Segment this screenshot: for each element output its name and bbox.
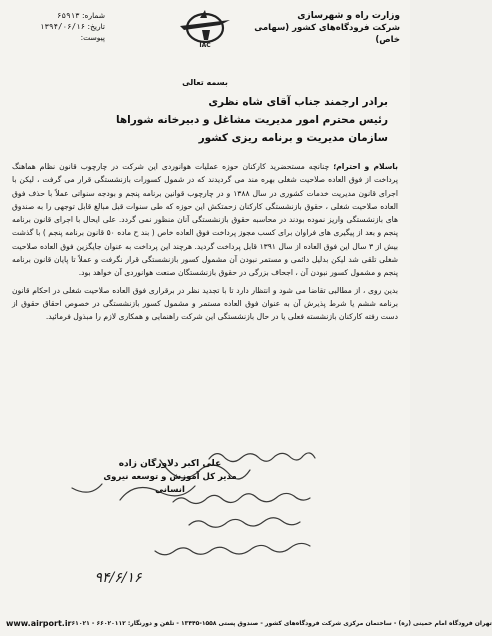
- addressee-block: [88, 93, 388, 147]
- company-name: شرکت فرودگاه‌های کشور (سهامی خاص): [254, 23, 400, 45]
- letter-footer: [6, 616, 492, 630]
- footer-address: تهران فرودگاه امام خمینی (ره) - ساختمان مرکزی شرکت فرودگاه‌های کشور - صندوق پستی ۱۵۵۸-۱۳۴۴۵ - تلفن و دورنگار: ۶۶۰۲۰۱۱۲ - ۶۱۰۲۱: [71, 619, 492, 627]
- body-paragraph-1: [12, 160, 398, 280]
- logo-text: IAC: [199, 42, 211, 49]
- addressee-line-3: سازمان مدیریت و برنامه ریزی کشور: [198, 132, 388, 144]
- paragraph-1-text: چنانچه مستحضرید کارکنان حوزه عملیات هوانوردی این شرکت در چارچوب قانون نظام هماهنگ پرداخت از فوق العاده صلاحیت شغلی بهره مند می گردیدند که در شمول کسورات بازنشستگی قرار می گرفت ، لیکن با اجرای قانون مدیریت خدمات کشوری در سال ۱۳۸۸ و در چارچوب قوانین برنامه پنجم و بودجه سنواتی عملاً با حذف فوق العاده صلاحیت شغلی ، حقوق بازنشستگی کارکنان زحمتکش این حوزه که طی سنوات قبل مبالغ قابل توجهی را به صندوق های بازنشستگی واریز نموده بودند در محاسبه حقوق بازنشستگی آنان منظور نمی گردد. علی ایحال با اجرای قانون برنامه پنجم و بعد از پیگیری های فراوان برای کسب مجوز پرداخت فوق العاده خاص ( بند ح ماده ۵۰ قانون برنامه پنجم ) با گذشت بیش از ۳ سال این فوق العاده از سال ۱۳۹۱ قابل پرداخت گردید. هرچند این پرداخت به عنوان جایگزین فوق العاده صلاحیت شغلی تلقی شد لیکن بدلیل دائمی و مستمر نبودن آن مشمول کسور بازنشستگی قرار نگرفت و عملاً تا پایان قانون برنامه پنجم و مشمول کسور نبودن آن ، اجحاف بزرگی در حقوق بازنشستگان صنعت هوانوردی آن خواهد بود.: [12, 162, 398, 278]
- addressee-line-1: برادر ارجمند جناب آقای شاه نظری: [208, 96, 388, 108]
- body-paragraph-2: بدین روی ، از مطالبی تقاضا می شود و انتظار دارد تا با تجدید نظر در برقراری فوق العاده صلاحیت شغلی در احکام قانون برنامه ششم یا شرط پذیرش آن به عنوان فوق العاده مستمر و مشمول کسور بازنشستگی در خصوص احقاق حقوق از دست رفته کارکنان بازنشسته فعلی یا در حال بازنشستگی این شرکت راهنمایی و همکاری لازم را مبذول فرمائید.: [12, 285, 398, 322]
- handwritten-date: ۹۴/۶/۱۶: [94, 570, 142, 586]
- greeting: باسلام و احترام؛: [333, 162, 398, 171]
- bismillah: بسمه تعالی: [182, 78, 228, 87]
- ministry-name: وزارت راه و شهرسازی: [297, 11, 400, 21]
- letter-body: [12, 160, 398, 324]
- attachment-row: [10, 32, 105, 43]
- letter-reference: [10, 10, 105, 43]
- signatory-title: مدیر کل آموزش و توسعه نیروی انسانی: [103, 472, 237, 495]
- number-label: شماره:: [82, 11, 105, 20]
- date-row: [10, 21, 105, 32]
- date-value: ۱۳۹۴/۰۶/۱۶: [40, 22, 86, 31]
- signatory-name: علی اکبر دلاورگان زاده: [118, 459, 222, 469]
- letterhead-org: [250, 10, 400, 46]
- handwritten-annotation: [10, 440, 340, 590]
- date-label: تاریخ:: [87, 22, 105, 31]
- number-value: ۶۵۹۱۳: [57, 11, 80, 20]
- attachment-label: پیوست:: [80, 33, 105, 42]
- number-row: [10, 10, 105, 21]
- airport-company-logo: [174, 8, 236, 50]
- website-url: www.airport.ir: [6, 618, 72, 628]
- addressee-line-2: رئیس محترم امور مدیریت مشاغل و دبیرخانه شوراها: [115, 114, 388, 126]
